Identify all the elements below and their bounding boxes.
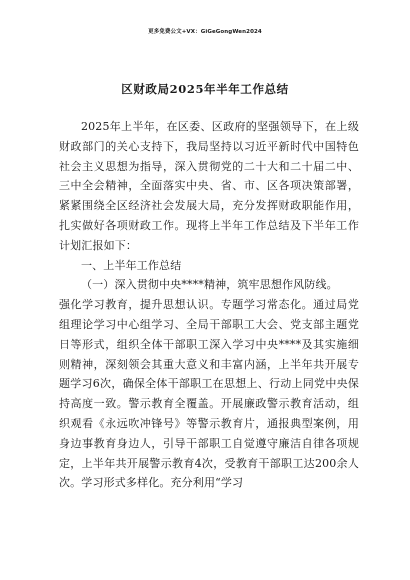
document-title: 区财政局2025年半年工作总结 <box>121 82 289 96</box>
document-body <box>59 117 359 493</box>
intro-paragraph: 2025年上半年，在区委、区政府的坚强领导下，在上级财政部门的关心支持下，我局坚持以习近平新时代中国特色社会主义思想为指导，深入贯彻党的二十大和二十届二中、三中全会精神，全面落实中央、省、市、区各项决策部署，紧紧围绕全区经济社会发展大局，充分发挥财政职能作用，扎实做好各项财政工作。现将上半年工作总结及下半年工作计划汇报如下： <box>59 120 359 252</box>
subsection-heading-1: （一）深入贯彻中央****精神，筑牢思想作风防线。 <box>81 278 338 292</box>
subsection-1-body: 强化学习教育，提升思想认识。专题学习常态化。通过局党组理论学习中心组学习、全局干部职工大会、党支部主题党日等形式，组织全体干部职工深入学习中央****及其实施细则精神，深刻领会其重大意义和丰富内涵，上半年共开展专题学习6次，确保全体干部职工在思想上、行动上同党中央保持高度一致。警示教育全覆盖。开展廉政警示教育活动，组织观看《永远吹冲锋号》等警示教育片，通报典型案例，用身边事教育身边人，引导干部职工自觉遵守廉洁自律各项规定，上半年共开展警示教育4次，受教育干部职工达200余人次。学习形式多样化。充分利用“学习 <box>59 298 359 490</box>
header-note: 更多免费公文+VX：GiGeGongWen2024 <box>148 29 262 35</box>
section-heading-1: 一、上半年工作总结 <box>81 258 182 272</box>
